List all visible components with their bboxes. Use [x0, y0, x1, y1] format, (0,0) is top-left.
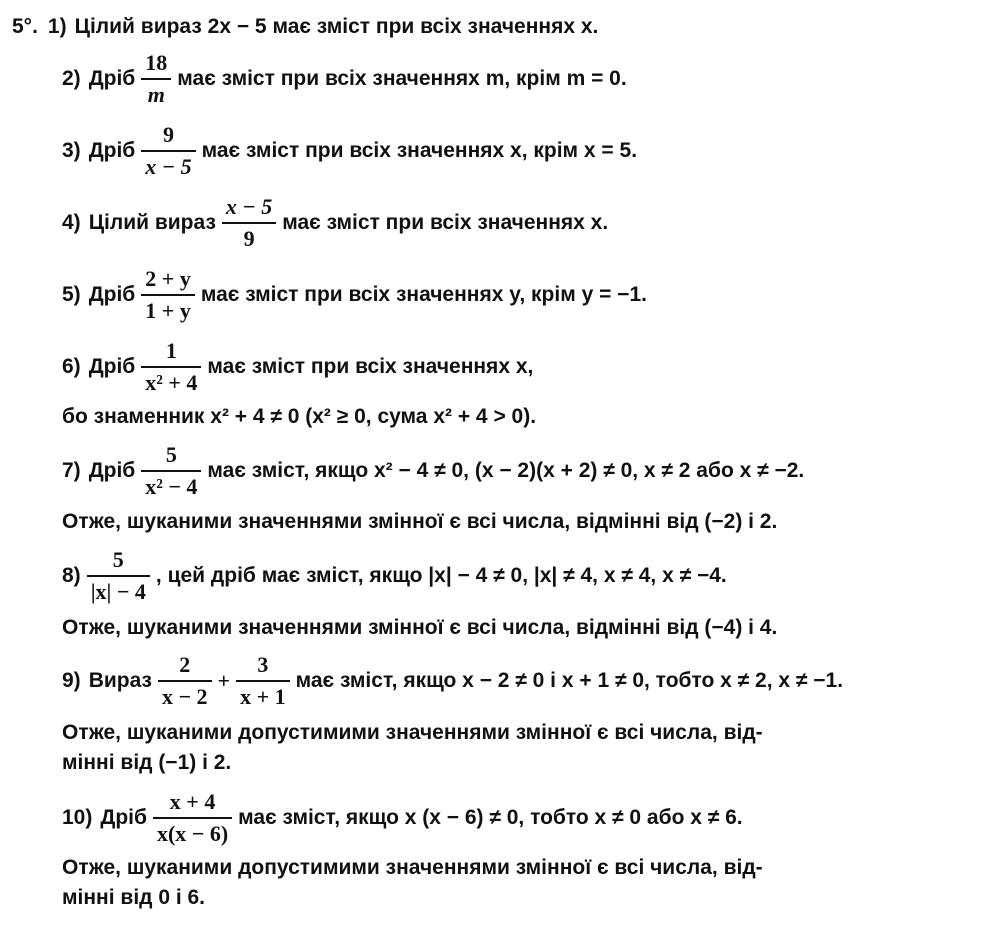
item-8: [0, 545, 727, 607]
denominator: m: [147, 82, 165, 107]
item-cont-text: Отже, шуканими значеннями змінної є всі числа, відмінні від (−2) і 2.: [62, 510, 778, 533]
item-cont-text: бо знаменник x² + 4 ≠ 0 (x² ≥ 0, сума x² + 4 > 0).: [62, 405, 537, 428]
fraction: [153, 787, 232, 849]
fraction: [141, 440, 201, 502]
denominator: 9: [243, 226, 255, 251]
item-label: 8): [62, 564, 81, 587]
item-post: має зміст при всіх значеннях x,: [207, 355, 534, 378]
item-3: [0, 120, 637, 182]
item-7: [0, 440, 804, 502]
numerator: x − 5: [225, 194, 273, 219]
item-post: має зміст, якщо x − 2 ≠ 0 і x + 1 ≠ 0, тобто x ≠ 2, x ≠ −1.: [295, 669, 844, 692]
item-pre: Дріб: [100, 806, 147, 829]
item-2: [0, 48, 627, 110]
item-label: 10): [62, 806, 93, 829]
numerator: 1: [165, 338, 177, 363]
fraction: [87, 545, 150, 607]
item-post: має зміст при всіх значеннях x.: [282, 211, 609, 234]
item-post: має зміст при всіх значеннях y, крім y = −1.: [200, 283, 647, 306]
item-pre: Дріб: [88, 67, 136, 90]
item-10-continuation-1: [0, 853, 763, 883]
item-4: [0, 192, 608, 254]
denominator: x(x − 6): [156, 821, 229, 846]
numerator: 9: [162, 122, 174, 147]
plus-sign: +: [217, 668, 231, 693]
denominator: x + 1: [240, 684, 286, 709]
fraction: [141, 336, 201, 398]
item-1: [0, 12, 598, 42]
item-cont-text: мінні від 0 і 6.: [62, 886, 206, 909]
item-5: [0, 264, 647, 326]
problem-number: 5°.: [12, 15, 38, 38]
denominator: |x| − 4: [90, 579, 146, 604]
item-10: [0, 787, 743, 849]
item-10-continuation-2: [0, 883, 205, 913]
item-pre: Дріб: [88, 139, 136, 162]
item-cont-text: мінні від (−1) і 2.: [62, 751, 232, 774]
fraction: [141, 120, 195, 182]
item-post: має зміст, якщо x² − 4 ≠ 0, (x − 2)(x + 2) ≠ 0, x ≠ 2 або x ≠ −2.: [207, 459, 805, 482]
fraction: [158, 650, 212, 712]
numerator: 3: [257, 652, 269, 677]
item-pre: Цілий вираз: [88, 211, 216, 234]
item-9-continuation-1: [0, 718, 763, 748]
item-8-continuation: [0, 613, 777, 643]
item-9-continuation-2: [0, 748, 231, 778]
fraction: [222, 192, 276, 254]
item-post: має зміст, якщо x (x − 6) ≠ 0, тобто x ≠ 0 або x ≠ 6.: [238, 806, 743, 829]
numerator: 2 + y: [145, 266, 191, 291]
item-6: [0, 336, 533, 398]
item-cont-text: Отже, шуканими допустимими значеннями змінної є всі числа, від-: [62, 856, 763, 879]
item-post: , цей дріб має зміст, якщо |x| − 4 ≠ 0, |x| ≠ 4, x ≠ 4, x ≠ −4.: [155, 564, 727, 587]
item-post: має зміст при всіх значеннях x, крім x = 5.: [201, 139, 638, 162]
denominator: x² + 4: [145, 370, 198, 395]
item-7-continuation: [0, 507, 777, 537]
item-6-continuation: [0, 402, 536, 432]
item-cont-text: Отже, шуканими допустимими значеннями змінної є всі числа, від-: [62, 721, 763, 744]
denominator: x − 5: [145, 154, 192, 179]
denominator: x² − 4: [145, 474, 198, 499]
item-label: 7): [62, 459, 81, 482]
item-text: Цілий вираз 2x − 5 має зміст при всіх значеннях x.: [74, 15, 599, 38]
numerator: 2: [179, 652, 191, 677]
item-label: 3): [62, 139, 81, 162]
item-pre: Дріб: [88, 459, 136, 482]
numerator: 5: [112, 547, 124, 572]
item-label: 5): [62, 283, 81, 306]
item-pre: Дріб: [88, 283, 136, 306]
fraction: [141, 264, 195, 326]
numerator: x + 4: [169, 789, 216, 814]
denominator: 1 + y: [145, 298, 191, 323]
item-pre: Вираз: [88, 669, 152, 692]
item-label: 1): [47, 15, 67, 38]
fraction-2: [236, 650, 290, 712]
item-post: має зміст при всіх значеннях m, крім m = 0.: [177, 67, 627, 90]
denominator: x − 2: [161, 684, 208, 709]
item-cont-text: Отже, шуканими значеннями змінної є всі числа, відмінні від (−4) і 4.: [62, 616, 778, 639]
fraction: [141, 48, 171, 110]
numerator: 5: [165, 442, 177, 467]
numerator: 18: [145, 50, 168, 75]
item-label: 9): [62, 669, 81, 692]
item-pre: Дріб: [88, 355, 136, 378]
item-label: 6): [62, 355, 81, 378]
item-9: [0, 650, 843, 712]
item-label: 4): [62, 211, 81, 234]
item-label: 2): [62, 67, 81, 90]
